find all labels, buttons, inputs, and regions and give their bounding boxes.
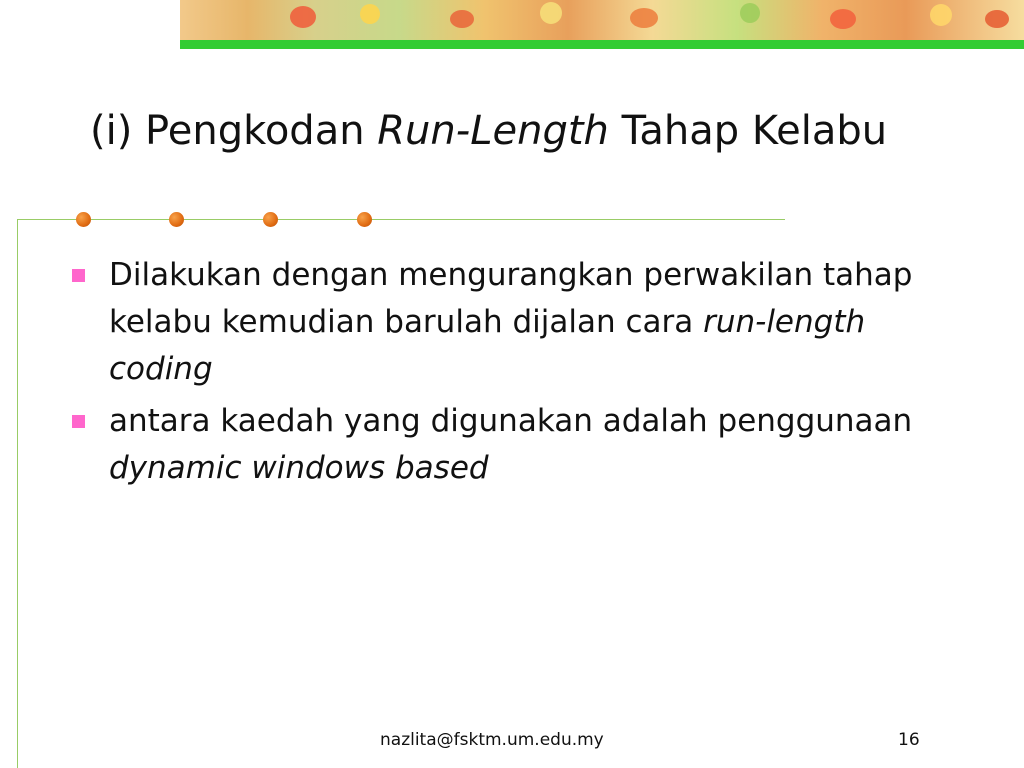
slide-title-italic: Run-Length: [377, 108, 609, 154]
orange-dot-decoration: [169, 212, 184, 227]
flower-decoration: [740, 3, 760, 23]
footer-email: nazlita@fsktm.um.edu.my: [380, 730, 604, 750]
slide-title: [90, 108, 887, 154]
bullet-text: antara kaedah yang digunakan adalah penggunaan: [109, 403, 913, 439]
title-divider-line: [17, 219, 785, 220]
footer-page-number: 16: [898, 730, 920, 750]
flower-decoration: [985, 10, 1009, 28]
bullet-italic-text: run-length coding: [109, 304, 866, 387]
bullet-text: Dilakukan dengan mengurangkan perwakilan tahap kelabu kemudian barulah dijalan cara: [109, 257, 913, 340]
left-border-line: [17, 219, 18, 768]
bullet-item: [72, 398, 952, 492]
flower-decoration: [930, 4, 952, 26]
flower-decoration: [450, 10, 474, 28]
flower-decoration: [830, 9, 856, 29]
flower-decoration: [540, 2, 562, 24]
orange-dot-decoration: [263, 212, 278, 227]
bullet-list: [72, 252, 952, 497]
pink-square-bullet-icon: [72, 415, 85, 428]
flower-decoration: [630, 8, 658, 28]
bullet-item: [72, 252, 952, 393]
slide-title-suffix: Tahap Kelabu: [608, 108, 888, 154]
decorative-flower-banner: [180, 0, 1024, 40]
green-accent-stripe: [180, 40, 1024, 49]
flower-decoration: [360, 4, 380, 24]
orange-dot-decoration: [76, 212, 91, 227]
slide-title-prefix: (i) Pengkodan: [90, 108, 378, 154]
flower-decoration: [290, 6, 316, 28]
orange-dot-decoration: [357, 212, 372, 227]
bullet-italic-text: dynamic windows based: [109, 450, 489, 486]
pink-square-bullet-icon: [72, 269, 85, 282]
